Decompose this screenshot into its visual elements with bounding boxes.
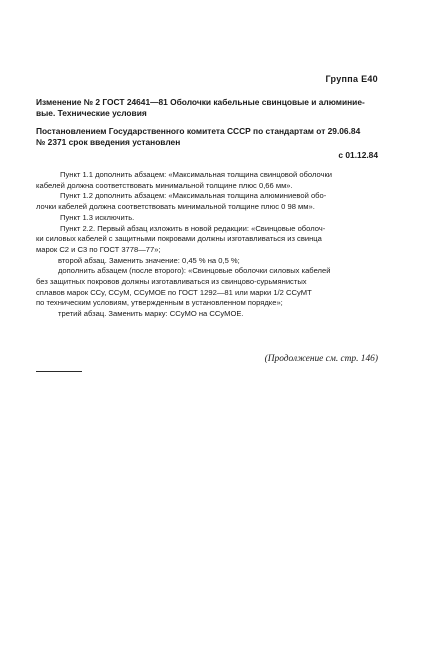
change-heading-line: Изменение № 2 ГОСТ 24641—81 Оболочки кабельные свинцовые и алюминие-: [36, 97, 365, 107]
decree-line: Постановлением Государственного комитета СССР по стандартам от 29.06.84: [36, 126, 361, 136]
decree-line: № 2371 срок введения установлен: [36, 137, 181, 147]
change-heading-line: вые. Технические условия: [36, 108, 147, 118]
footnote-rule: [36, 371, 82, 372]
body-line: по техническим условиям, утвержденным в установленном порядке»;: [36, 298, 283, 308]
decree-statement: [36, 126, 376, 148]
continued-note: (Продолжение см. стр. 146): [264, 354, 378, 364]
body-line: кабелей должна соответствовать минимальной толщине плюс 0,66 мм».: [36, 180, 293, 190]
body-line: марок С2 и С3 по ГОСТ 3778—77»;: [36, 244, 161, 254]
effective-date: с 01.12.84: [338, 150, 378, 160]
body-line: ки силовых кабелей с защитными покровами должны изготавливаться из свинца: [36, 234, 322, 244]
body-line: без защитных покровов должны изготавливаться из свинцово-сурьмянистых: [36, 277, 307, 287]
body-line: Пункт 1.2 дополнить абзацем: «Максимальная толщина алюминиевой обо-: [60, 191, 327, 201]
body-line: Пункт 1.3 исключить.: [60, 212, 135, 222]
amendment-body: [36, 170, 376, 320]
body-line: лочки кабелей должна соответствовать минимальной толщине плюс 0 98 мм».: [36, 202, 315, 212]
body-line: Пункт 2.2. Первый абзац изложить в новой редакции: «Свинцовые оболоч-: [60, 223, 326, 233]
body-line: третий абзац. Заменить марку: ССуМО на ССуМОЕ.: [58, 309, 244, 319]
body-line: второй абзац. Заменить значение: 0,45 % на 0,5 %;: [58, 255, 240, 265]
body-line: Пункт 1.1 дополнить абзацем: «Максимальная толщина свинцовой оболочки: [60, 170, 333, 179]
group-label: Группа Е40: [325, 74, 378, 84]
body-line: сплавов марок ССу, ССуМ, ССуМОЕ по ГОСТ 1292—81 или марки 1/2 ССуМТ: [36, 287, 312, 297]
body-line: дополнить абзацем (после второго): «Свинцовые оболочки силовых кабелей: [58, 266, 331, 276]
change-heading: [36, 97, 376, 119]
